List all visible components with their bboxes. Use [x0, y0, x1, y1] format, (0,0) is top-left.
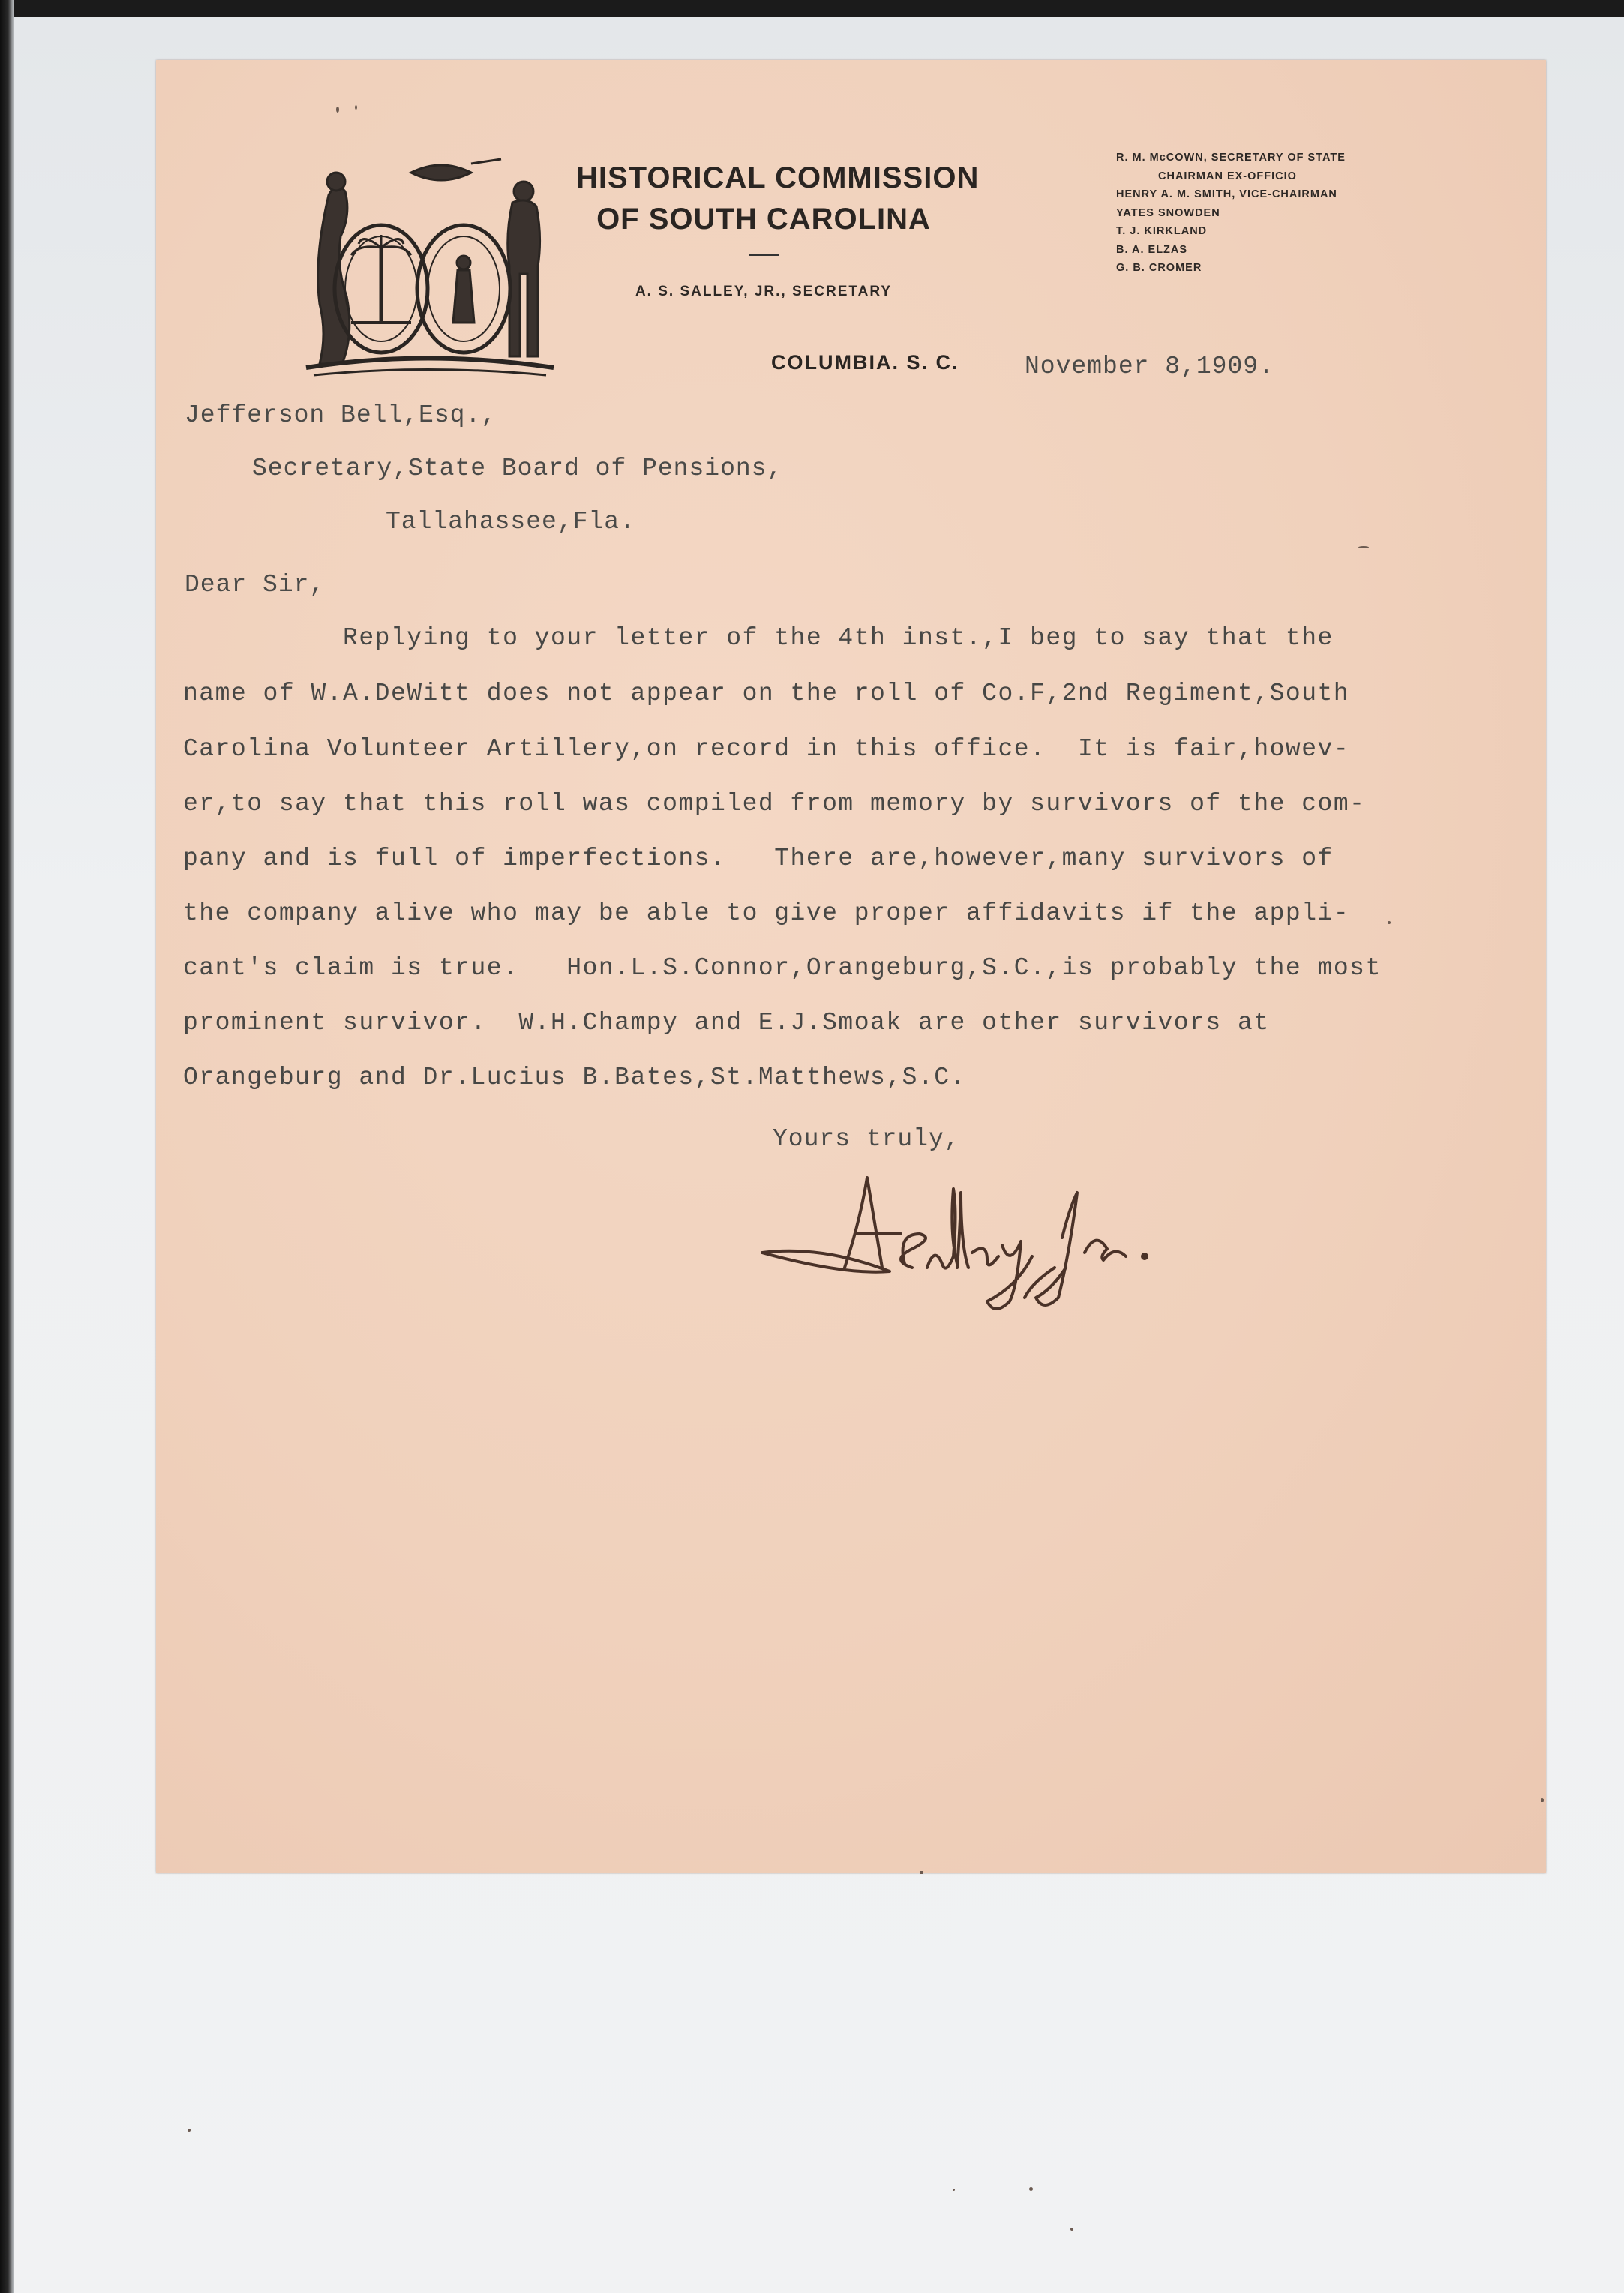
- commission-members-list: [1116, 149, 1416, 278]
- member-line: B. A. ELZAS: [1116, 243, 1188, 256]
- body-line: Replying to your letter of the 4th inst.,I beg to say that the: [183, 624, 1334, 652]
- signature-icon: [755, 1163, 1205, 1335]
- body-line: Orangeburg and Dr.Lucius B.Bates,St.Matthews,S.C.: [183, 1064, 966, 1091]
- paper-speck: [1541, 1798, 1544, 1802]
- letter-page: [156, 60, 1546, 1873]
- recipient-city: Tallahassee,Fla.: [386, 508, 635, 536]
- scanner-speck: [188, 2129, 191, 2132]
- member-line: R. M. McCOWN, SECRETARY OF STATE: [1116, 152, 1346, 164]
- body-line: er,to say that this roll was compiled from memory by survivors of the com-: [183, 790, 1366, 818]
- body-line: cant's claim is true. Hon.L.S.Connor,Orangeburg,S.C.,is probably the most: [183, 954, 1382, 982]
- letterhead-title-line1: HISTORICAL COMMISSION: [576, 161, 980, 194]
- letterhead-divider: [749, 254, 779, 256]
- member-line: HENRY A. M. SMITH, VICE-CHAIRMAN: [1116, 188, 1337, 200]
- member-line: YATES SNOWDEN: [1116, 206, 1220, 219]
- closing: Yours truly,: [773, 1125, 960, 1153]
- scanner-speck: [953, 2189, 955, 2191]
- recipient-name: Jefferson Bell,Esq.,: [185, 401, 497, 429]
- body-line: prominent survivor. W.H.Champy and E.J.Smoak are other survivors at: [183, 1009, 1270, 1037]
- paper-speck: [920, 1871, 923, 1874]
- letterhead-place: COLUMBIA. S. C.: [771, 351, 959, 374]
- paper-speck: [1388, 921, 1391, 924]
- scanner-edge-top: [0, 0, 1624, 17]
- paper-speck: [355, 105, 357, 110]
- scanner-edge-left: [0, 0, 14, 2293]
- member-line: G. B. CROMER: [1116, 262, 1202, 274]
- paper-speck: [1358, 546, 1369, 548]
- recipient-title: Secretary,State Board of Pensions,: [252, 455, 783, 482]
- salutation: Dear Sir,: [185, 571, 326, 599]
- body-line: name of W.A.DeWitt does not appear on the roll of Co.F,2nd Regiment,South: [183, 680, 1350, 707]
- member-line: CHAIRMAN EX-OFFICIO: [1158, 170, 1297, 182]
- member-line: T. J. KIRKLAND: [1116, 225, 1208, 237]
- body-line: the company alive who may be able to give proper affidavits if the appli-: [183, 899, 1350, 927]
- letterhead-secretary: A. S. SALLEY, JR., SECRETARY: [635, 284, 893, 299]
- scanner-speck: [1070, 2228, 1073, 2231]
- body-line: pany and is full of imperfections. There are,however,many survivors of: [183, 845, 1334, 872]
- scanner-speck: [1029, 2187, 1033, 2191]
- state-seal-icon: [299, 150, 561, 390]
- paper-speck: [336, 107, 339, 113]
- letterhead-title-line2: OF SOUTH CAROLINA: [596, 203, 931, 236]
- body-line: Carolina Volunteer Artillery,on record in this office. It is fair,howev-: [183, 735, 1350, 763]
- letter-date: November 8,1909.: [1025, 353, 1274, 380]
